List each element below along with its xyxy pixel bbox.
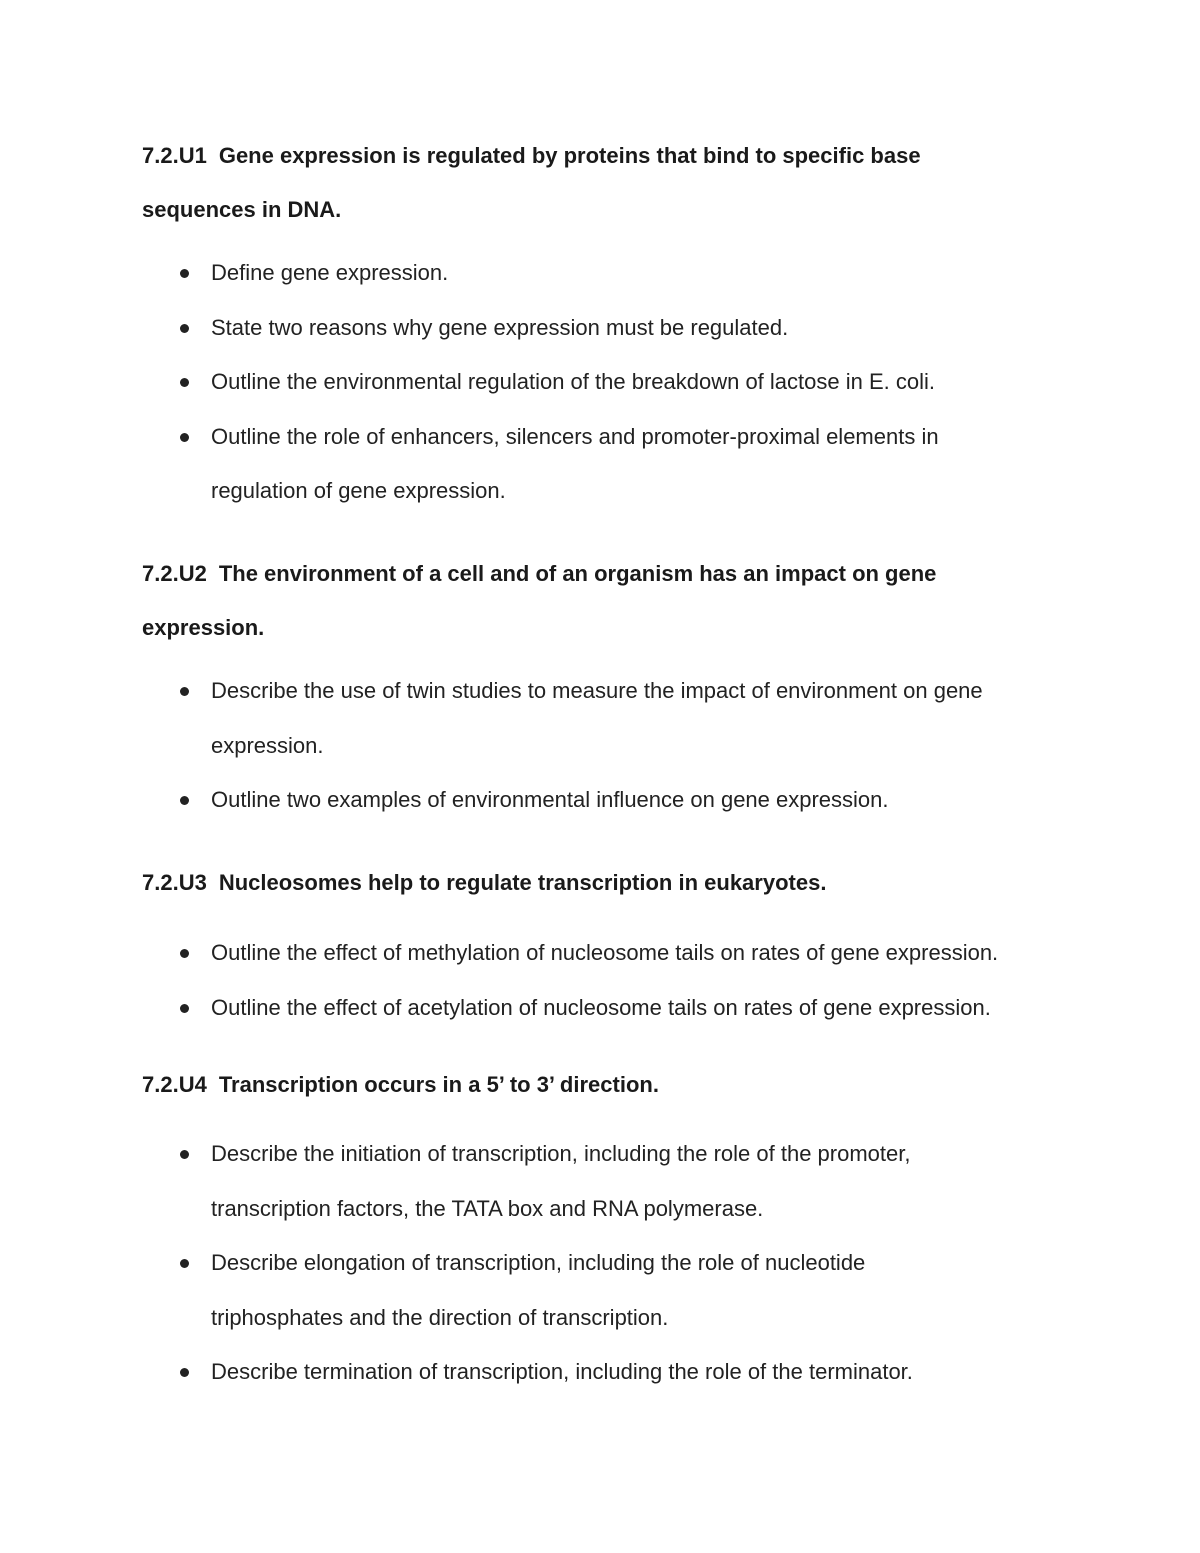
bullet-icon <box>180 324 189 333</box>
bullet-icon <box>180 796 189 805</box>
bullet-icon <box>180 1004 189 1013</box>
list-item: Outline the effect of acetylation of nucleosome tails on rates of gene expression. <box>142 981 1102 1036</box>
section-7-2-u1 <box>142 129 1102 519</box>
list-item: Describe the initiation of transcription, including the role of the promoter, transcription factors, the TATA box and RNA polymerase. <box>142 1127 1011 1236</box>
list-item: Describe the use of twin studies to measure the impact of environment on gene expression. <box>142 664 1061 773</box>
objective-list <box>142 246 1102 519</box>
bullet-icon <box>180 687 189 696</box>
section-7-2-u4 <box>142 1058 1102 1400</box>
section-title: The environment of a cell and of an organism has an impact on gene expression. <box>142 561 937 640</box>
section-heading <box>142 547 1022 655</box>
bullet-icon <box>180 1150 189 1159</box>
section-title: Gene expression is regulated by proteins that bind to specific base sequences in DNA. <box>142 143 921 222</box>
objective-list <box>142 1127 1102 1400</box>
bullet-icon <box>180 433 189 442</box>
section-code: 7.2.U1 <box>142 143 207 168</box>
list-item: Outline the role of enhancers, silencers and promoter-proximal elements in regulation of gene expression. <box>142 410 1011 519</box>
section-title: Transcription occurs in a 5’ to 3’ direction. <box>218 1072 659 1097</box>
list-item: Describe termination of transcription, including the role of the terminator. <box>142 1345 1102 1400</box>
bullet-icon <box>180 949 189 958</box>
section-code: 7.2.U2 <box>142 561 207 586</box>
section-title: Nucleosomes help to regulate transcription in eukaryotes. <box>218 870 827 895</box>
bullet-icon <box>180 378 189 387</box>
objective-list <box>142 664 1102 828</box>
bullet-icon <box>180 1259 189 1268</box>
list-item: Outline the effect of methylation of nucleosome tails on rates of gene expression. <box>142 926 1102 981</box>
section-heading <box>142 856 1102 910</box>
list-item: Outline two examples of environmental influence on gene expression. <box>142 773 1102 828</box>
section-heading <box>142 129 1002 237</box>
list-item: Outline the environmental regulation of the breakdown of lactose in E. coli. <box>142 355 1102 410</box>
section-heading <box>142 1058 1102 1112</box>
list-item: Describe elongation of transcription, including the role of nucleotide triphosphates and the direction of transcription. <box>142 1236 971 1345</box>
bullet-icon <box>180 269 189 278</box>
bullet-icon <box>180 1368 189 1377</box>
section-7-2-u2 <box>142 547 1102 828</box>
section-code: 7.2.U4 <box>142 1072 207 1097</box>
list-item: State two reasons why gene expression must be regulated. <box>142 301 1102 356</box>
list-item: Define gene expression. <box>142 246 1102 301</box>
objective-list <box>142 926 1102 1035</box>
section-code: 7.2.U3 <box>142 870 207 895</box>
section-7-2-u3 <box>142 856 1102 1035</box>
